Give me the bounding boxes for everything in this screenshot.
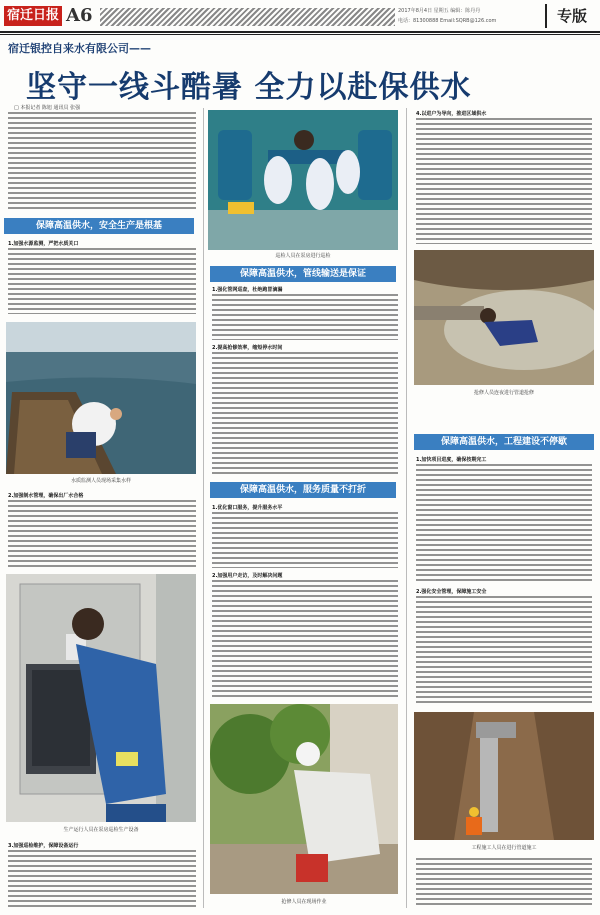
- subheading: 3.加强巡检维护，保障设备运行: [8, 843, 79, 849]
- subheading: 2.加强用户走访，及时解决问题: [212, 573, 283, 579]
- photo-caption: 抢修人员在现场作业: [281, 899, 327, 905]
- page-title: 坚守一线斗酷暑 全力以赴保供水: [26, 70, 472, 105]
- article-text: [212, 512, 398, 568]
- article-text: [8, 500, 196, 568]
- machine-photo: [6, 574, 196, 822]
- column-divider: [203, 108, 204, 908]
- photo-caption: 抢修人员连夜进行管道抢修: [473, 390, 534, 396]
- article-text: [8, 850, 196, 910]
- article-text: [416, 858, 592, 908]
- masthead-meta-line: 2017年8月4日 星期五 编辑：陈丹丹: [398, 8, 481, 14]
- field-worker-photo: [210, 704, 398, 894]
- subheading: 2.提高抢修效率，缩短停水时间: [212, 345, 283, 351]
- photo-caption: 巡检人员在泵房进行巡检: [275, 253, 331, 259]
- subheading: 1.强化管网巡查，杜绝跑冒滴漏: [212, 287, 283, 293]
- pipe-repair-photo: [414, 250, 594, 385]
- byline: □ 本报记者 陈旭 通讯员 张强: [14, 105, 81, 111]
- subheading: 1.加快项目进度，确保按期完工: [416, 457, 487, 463]
- lake-photo: [6, 322, 196, 474]
- article-text: [8, 112, 196, 212]
- newspaper-logo: 宿迁日报: [4, 6, 62, 26]
- masthead-contact-line: 电话：81300888 Email:SQRB@126.com: [398, 18, 497, 24]
- article-text: [416, 596, 592, 704]
- section-label: 专版: [545, 4, 597, 28]
- photo-caption: 水质监测人员现场采集水样: [70, 478, 131, 484]
- masthead: [0, 0, 600, 32]
- subheading: 1.优化窗口服务，提升服务水平: [212, 505, 283, 511]
- masthead-hatch-decoration: [100, 8, 395, 26]
- article-text: [212, 580, 398, 698]
- article-text: [8, 248, 196, 314]
- section-bar: 保障高温供水，服务质量不打折: [210, 482, 396, 498]
- trench-construction-photo: [414, 712, 594, 840]
- section-bar: 保障高温供水，管线输送是保证: [210, 266, 396, 282]
- article-text: [416, 118, 592, 244]
- section-bar: 保障高温供水，安全生产是根基: [4, 218, 194, 234]
- pump-room-photo: [208, 110, 398, 250]
- article-text: [212, 294, 398, 340]
- article-text: [416, 464, 592, 584]
- subheading: 2.加强制水管理，确保出厂水合格: [8, 493, 84, 499]
- page-number: A6: [66, 5, 93, 26]
- column-divider: [406, 108, 407, 908]
- subheading: 2.强化安全管理，保障施工安全: [416, 589, 487, 595]
- subheading: 4.以进户为导向，推进区域供水: [416, 111, 487, 117]
- article-text: [212, 352, 398, 476]
- subheading: 1.加强水源监测，严把水质关口: [8, 241, 79, 247]
- headline-kicker: 宿迁银控自来水有限公司——: [8, 42, 151, 55]
- divider: [0, 34, 600, 35]
- section-bar: 保障高温供水，工程建设不停歇: [414, 434, 594, 450]
- divider: [0, 31, 600, 33]
- photo-caption: 工程施工人员在进行管道施工: [471, 845, 537, 851]
- photo-caption: 生产运行人员在泵房巡检生产设备: [63, 827, 139, 833]
